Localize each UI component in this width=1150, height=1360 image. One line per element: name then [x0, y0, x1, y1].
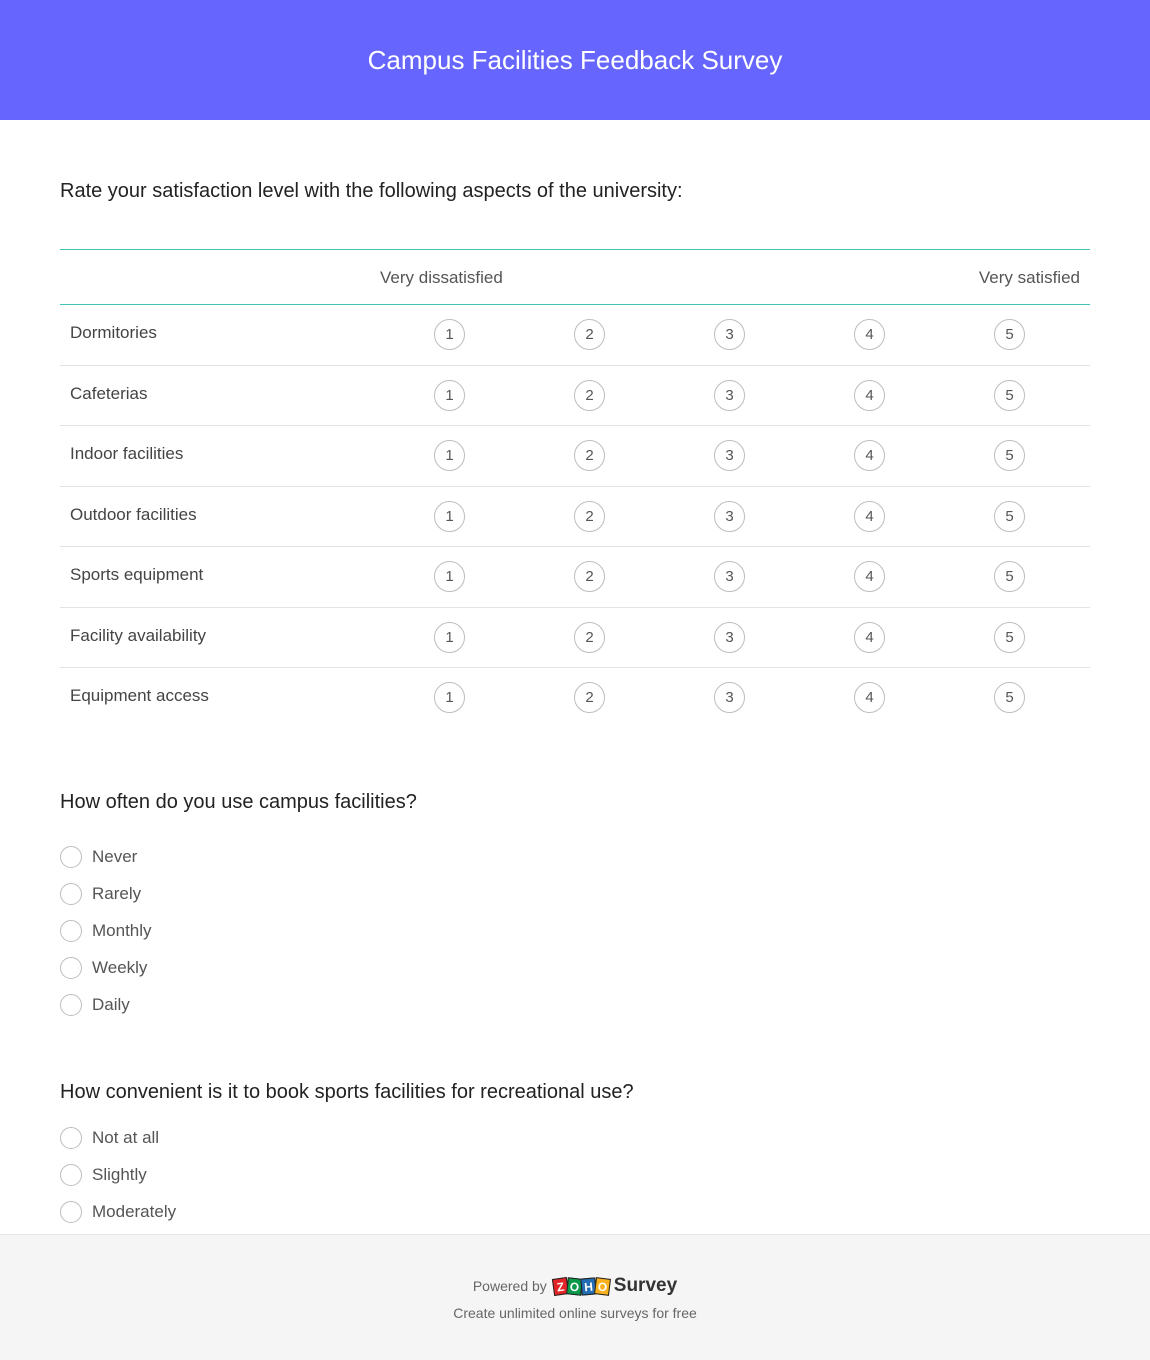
rating-option[interactable]: 1: [434, 440, 465, 471]
matrix-row: [60, 608, 1090, 669]
rating-option[interactable]: 1: [434, 319, 465, 350]
radio-option-label[interactable]: Rarely: [92, 884, 142, 903]
scale-low-label: Very dissatisfied: [380, 268, 503, 287]
radio-option[interactable]: [60, 1126, 159, 1150]
rating-option[interactable]: 4: [854, 682, 885, 713]
rating-option[interactable]: 3: [714, 561, 745, 592]
rating-option[interactable]: 4: [854, 622, 885, 653]
matrix-row: [60, 487, 1090, 548]
rating-option[interactable]: 5: [994, 622, 1025, 653]
radio-option[interactable]: [60, 956, 147, 980]
matrix-row: [60, 547, 1090, 608]
rating-option[interactable]: 4: [854, 319, 885, 350]
radio-option[interactable]: [60, 919, 152, 943]
matrix-row-label: Cafeterias: [70, 383, 148, 403]
rating-option[interactable]: 3: [714, 682, 745, 713]
matrix-row: [60, 305, 1090, 366]
radio-option-label[interactable]: Weekly: [92, 958, 148, 977]
matrix-row-label: Sports equipment: [70, 565, 204, 584]
rating-option[interactable]: 5: [994, 682, 1025, 713]
question-1-text: Rate your satisfaction level with the following aspects of the university:: [60, 180, 683, 202]
rating-option[interactable]: 2: [574, 319, 605, 350]
logo-letter: O: [594, 1277, 611, 1296]
matrix-row-label: Facility availability: [70, 625, 207, 645]
radio-option[interactable]: [60, 1200, 176, 1224]
rating-option[interactable]: 2: [574, 380, 605, 411]
scale-high-label: Very satisfied: [978, 268, 1080, 287]
radio-option[interactable]: [60, 845, 137, 869]
radio-option-label[interactable]: Slightly: [92, 1165, 147, 1184]
radio-button[interactable]: [60, 846, 82, 868]
rating-option[interactable]: 1: [434, 682, 465, 713]
rating-option[interactable]: 2: [574, 561, 605, 592]
rating-matrix: [60, 249, 1090, 729]
radio-button[interactable]: [60, 994, 82, 1016]
footer-tagline[interactable]: Create unlimited online surveys for free: [453, 1305, 697, 1321]
rating-option[interactable]: 1: [434, 380, 465, 411]
rating-option[interactable]: 1: [434, 501, 465, 532]
rating-option[interactable]: 1: [434, 561, 465, 592]
radio-option[interactable]: [60, 1163, 147, 1187]
matrix-row-label: Indoor facilities: [70, 444, 184, 463]
matrix-header: [60, 249, 1090, 305]
radio-option[interactable]: [60, 882, 141, 906]
rating-option[interactable]: 3: [714, 380, 745, 411]
radio-button[interactable]: [60, 1164, 82, 1186]
rating-option[interactable]: 2: [574, 622, 605, 653]
matrix-row: [60, 668, 1090, 729]
matrix-row-label: Outdoor facilities: [70, 504, 197, 524]
matrix-row: [60, 426, 1090, 487]
rating-option[interactable]: 4: [854, 561, 885, 592]
radio-button[interactable]: [60, 1201, 82, 1223]
rating-option[interactable]: 4: [854, 501, 885, 532]
logo-letter: Z: [552, 1277, 569, 1296]
radio-option-label[interactable]: Never: [92, 847, 138, 866]
survey-header: [0, 0, 1150, 120]
survey-title: Campus Facilities Feedback Survey: [367, 44, 783, 75]
radio-option-label[interactable]: Daily: [92, 995, 130, 1014]
rating-option[interactable]: 4: [854, 440, 885, 471]
logo-letter: H: [580, 1277, 596, 1295]
rating-option[interactable]: 1: [434, 622, 465, 653]
matrix-row-label: Equipment access: [70, 686, 209, 705]
question-3-text: How convenient is it to book sports facilities for recreational use?: [60, 1081, 634, 1103]
rating-option[interactable]: 5: [994, 561, 1025, 592]
rating-option[interactable]: 5: [994, 319, 1025, 350]
radio-option-label[interactable]: Not at all: [92, 1128, 160, 1147]
powered-by[interactable]: [0, 1275, 1150, 1297]
rating-option[interactable]: 3: [714, 319, 745, 350]
rating-option[interactable]: 3: [714, 622, 745, 653]
footer: [0, 1234, 1150, 1360]
rating-option[interactable]: 2: [574, 682, 605, 713]
powered-by-text: Powered by: [472, 1278, 547, 1294]
radio-button[interactable]: [60, 1127, 82, 1149]
rating-option[interactable]: 3: [714, 440, 745, 471]
rating-option[interactable]: 2: [574, 501, 605, 532]
matrix-row: [60, 366, 1090, 427]
radio-option[interactable]: [60, 993, 130, 1017]
radio-button[interactable]: [60, 957, 82, 979]
radio-button[interactable]: [60, 920, 82, 942]
rating-option[interactable]: 3: [714, 501, 745, 532]
logo-letter: O: [566, 1277, 583, 1295]
rating-option[interactable]: 2: [574, 440, 605, 471]
question-2-text: How often do you use campus facilities?: [60, 791, 417, 813]
rating-option[interactable]: 5: [994, 380, 1025, 411]
zoho-logo: [553, 1278, 609, 1295]
matrix-row-label: Dormitories: [70, 323, 157, 342]
radio-button[interactable]: [60, 883, 82, 905]
rating-option[interactable]: 5: [994, 501, 1025, 532]
rating-option[interactable]: 5: [994, 440, 1025, 471]
rating-option[interactable]: 4: [854, 380, 885, 411]
radio-option-label[interactable]: Moderately: [92, 1202, 177, 1221]
radio-option-label[interactable]: Monthly: [92, 921, 152, 940]
survey-product-name: Survey: [613, 1275, 678, 1296]
